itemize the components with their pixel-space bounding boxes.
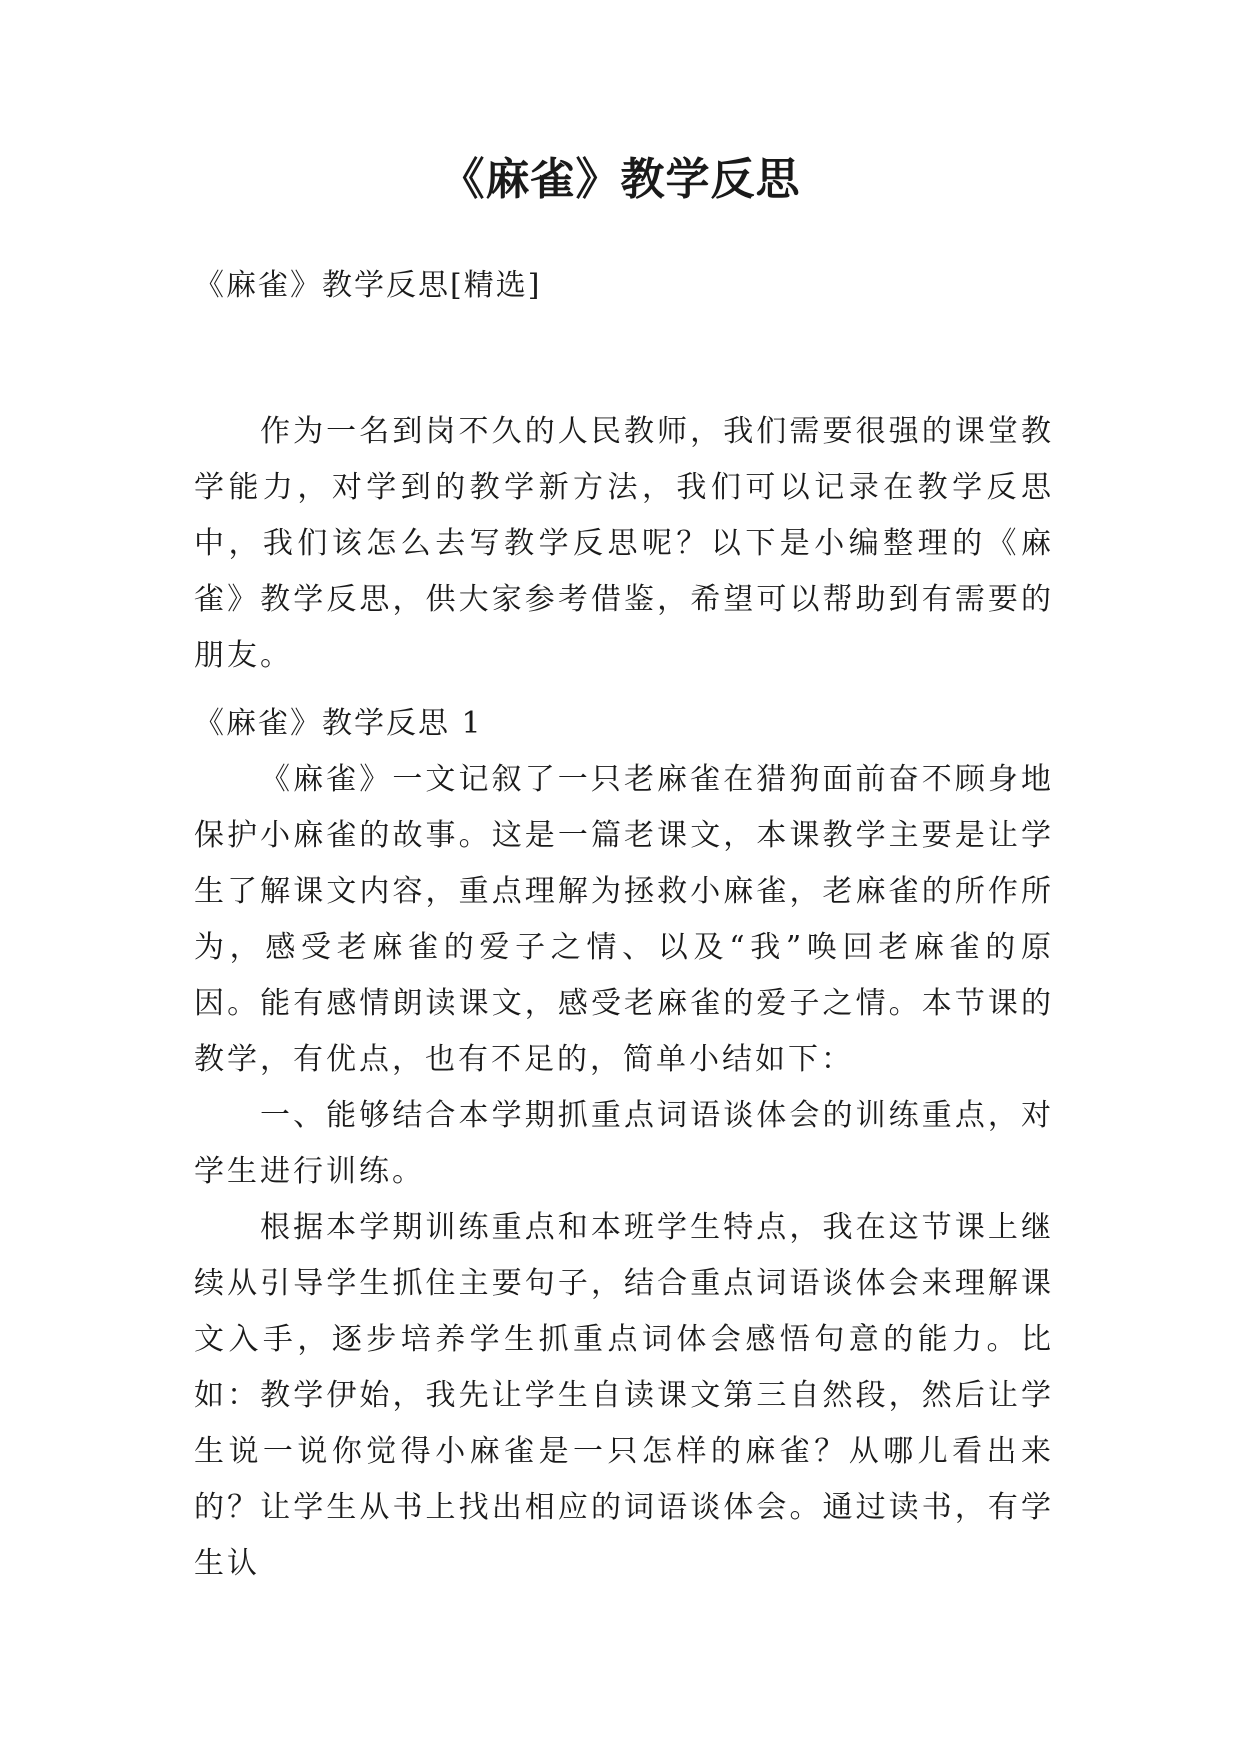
body-paragraph-3: 根据本学期训练重点和本班学生特点，我在这节课上继续从引导学生抓住主要句子，结合重点词语谈体会来理解课文入手，逐步培养学生抓重点词体会感悟句意的能力。比如：教学伊始，我先让学生自读课文第三自然段，然后让学生说一说你觉得小麻雀是一只怎样的麻雀？从哪儿看出来的？让学生从书上找出相应的词语谈体会。通过读书，有学生认 (194, 1210, 1054, 1581)
document-title: 《麻雀》教学反思 (440, 154, 801, 205)
body-paragraph-1: 《麻雀》一文记叙了一只老麻雀在猎狗面前奋不顾身地保护小麻雀的故事。这是一篇老课文，本课教学主要是让学生了解课文内容，重点理解为拯救小麻雀，老麻雀的所作所为，感受老麻雀的爱子之情、以及“我”唤回老麻雀的原因。能有感情朗读课文，感受老麻雀的爱子之情。本节课的教学，有优点，也有不足的，简单小结如下： (194, 762, 1054, 1077)
section-heading: 《麻雀》教学反思 1 (194, 706, 483, 741)
document-subtitle: 《麻雀》教学反思[精选] (194, 268, 542, 303)
body-paragraph-2: 一、能够结合本学期抓重点词语谈体会的训练重点，对学生进行训练。 (194, 1098, 1054, 1189)
intro-paragraph: 作为一名到岗不久的人民教师，我们需要很强的课堂教学能力，对学到的教学新方法，我们可以记录在教学反思中，我们该怎么去写教学反思呢？以下是小编整理的《麻雀》教学反思，供大家参考借鉴，希望可以帮助到有需要的朋友。 (194, 414, 1054, 673)
